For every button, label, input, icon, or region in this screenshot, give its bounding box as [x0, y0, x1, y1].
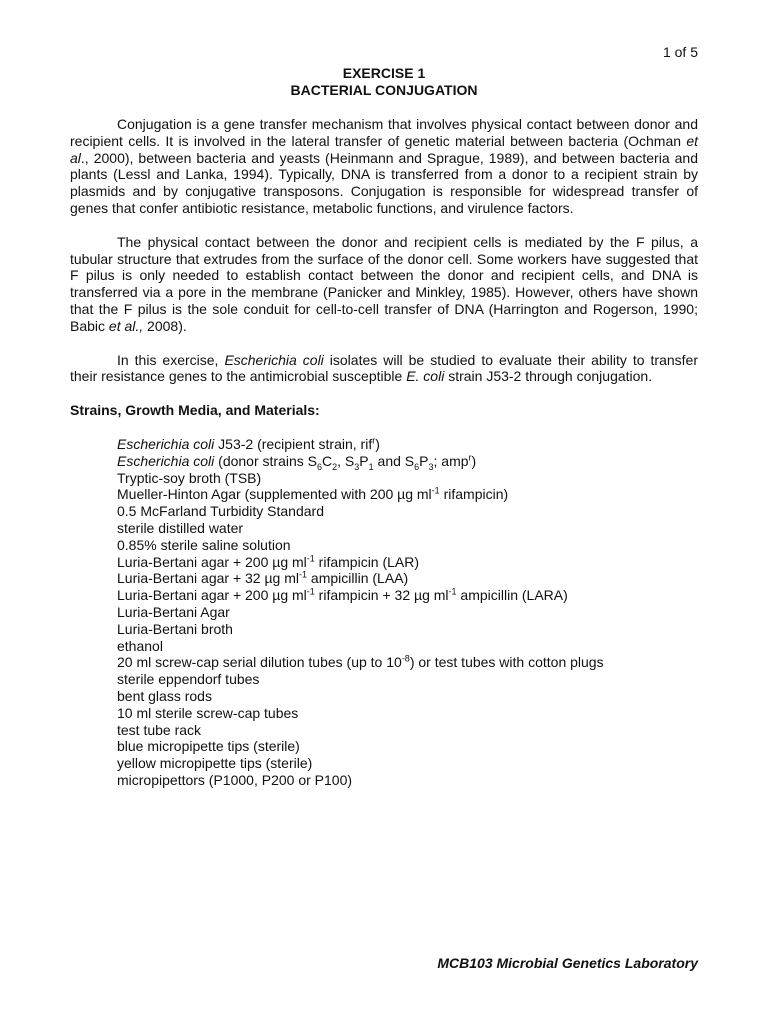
paragraph-f-pilus: [70, 234, 698, 335]
superscript: -1: [306, 586, 315, 597]
text-run: ., 2000), between bacteria and yeasts (Heinmann and Sprague, 1989), and between bacteria and plants (Lessl and Lanka, 1994). Typically, DNA is transferred from a donor to a recipient strain by plasmids and by conjugative transposons. Conjugation is responsible for widespread transfer of genes that confer antibiotic resistance, metabolic functions, and virulence factors.: [70, 149, 698, 216]
text-run: Luria-Bertani agar + 200 µg ml: [117, 553, 307, 570]
text-run: C: [322, 452, 333, 469]
materials-heading: Strains, Growth Media, and Materials:: [70, 402, 320, 419]
list-item: bent glass rods: [117, 687, 212, 704]
list-item: [117, 453, 698, 470]
text-run: ; amp: [433, 452, 469, 469]
list-item: yellow micropipette tips (sterile): [117, 755, 313, 772]
text-run: Conjugation is a gene transfer mechanism that involves physical contact between donor and recipient cells. It is involved in the lateral transfer of genetic material between bacteria (Ochman: [70, 116, 698, 149]
list-item: Luria-Bertani Agar: [117, 603, 230, 620]
text-run: P: [359, 452, 369, 469]
text-run: In this exercise,: [117, 351, 225, 368]
subscript: 3: [354, 461, 360, 472]
list-item: [117, 436, 698, 453]
list-item: [117, 570, 698, 587]
text-run: ): [375, 435, 380, 452]
text-run: and S: [373, 452, 415, 469]
list-item: [117, 486, 698, 503]
paragraph-exercise: [70, 352, 698, 386]
list-item: 0.85% sterile saline solution: [117, 536, 291, 553]
list-item: test tube rack: [117, 721, 202, 738]
superscript: -1: [299, 569, 308, 580]
subscript: 6: [414, 461, 420, 472]
text-run: 20 ml screw-cap serial dilution tubes (up to 10: [117, 654, 402, 671]
subscript: 2: [332, 461, 338, 472]
superscript: r: [468, 452, 472, 463]
text-run: rifampicin (LAR): [314, 553, 420, 570]
list-item: blue micropipette tips (sterile): [117, 738, 300, 755]
list-item: [117, 587, 698, 604]
text-run: The physical contact between the donor and recipient cells is mediated by the F pilus, a tubular structure that extrudes from the surface of the donor cell. Some workers have suggested that F pilus is only needed to establish contact between the donor and recipient cells, and DNA is transferred via a pore in the membrane (Panicker and Minkley, 1985). However, others have shown that the F pilus is the sole conduit for cell-to-cell transfer of DNA (Harrington and Rogerson, 1990; Babic: [70, 233, 698, 334]
text-run: Luria-Bertani agar + 200 µg ml: [117, 587, 307, 604]
page-number: 1 of 5: [662, 44, 698, 60]
text-run: isolates will be studied to evaluate their ability to transfer their resistance genes to the antimicrobial susceptible: [70, 351, 699, 385]
text-run: Mueller-Hinton Agar (supplemented with 200 µg ml: [117, 486, 432, 503]
text-run: rifampicin): [439, 486, 509, 503]
list-item: Luria-Bertani broth: [117, 620, 233, 637]
list-item: sterile eppendorf tubes: [117, 671, 260, 688]
list-item: ethanol: [117, 637, 163, 654]
text-run: ampicillin (LAA): [307, 570, 409, 587]
superscript: -8: [401, 653, 410, 664]
text-run: J53-2 (recipient strain, rif: [214, 435, 373, 452]
text-run: ): [471, 452, 477, 469]
list-item: [117, 554, 698, 571]
text-run: P: [419, 452, 429, 469]
title-line-2: BACTERIAL CONJUGATION: [290, 82, 478, 98]
italic-run: et al: [70, 132, 698, 166]
text-run: ampicillin (LARA): [456, 587, 568, 604]
text-run: rifampicin + 32 µg ml: [314, 587, 449, 604]
species-name: E. coli: [406, 368, 445, 385]
list-item: 10 ml sterile screw-cap tubes: [117, 704, 299, 721]
italic-run: et al.,: [108, 317, 144, 334]
list-item: Tryptic-soy broth (TSB): [117, 469, 262, 486]
species-name: Escherichia coli: [224, 351, 324, 368]
list-item: micropipettors (P1000, P200 or P100): [117, 771, 353, 788]
text-run: 2008).: [143, 317, 187, 334]
subscript: 3: [428, 461, 434, 472]
text-run: (donor strains S: [214, 452, 317, 469]
subscript: 6: [316, 461, 322, 472]
superscript: -1: [448, 586, 457, 597]
paragraph-intro: [70, 116, 698, 217]
text-run: Luria-Bertani agar + 32 µg ml: [117, 570, 299, 587]
text-run: strain J53-2 through conjugation.: [444, 368, 653, 385]
list-item: sterile distilled water: [117, 519, 244, 536]
list-item: 0.5 McFarland Turbidity Standard: [117, 503, 324, 520]
subscript: 1: [368, 461, 374, 472]
superscript: r: [372, 435, 376, 446]
species-name: Escherichia coli: [117, 435, 215, 452]
exercise-title: [0, 65, 768, 99]
list-item: [117, 654, 698, 671]
footer-course-title: MCB103 Microbial Genetics Laboratory: [437, 955, 698, 971]
species-name: Escherichia coli: [117, 452, 215, 469]
superscript: -1: [431, 485, 440, 496]
materials-list: [70, 436, 698, 789]
title-line-1: EXERCISE 1: [342, 65, 426, 81]
text-run: ) or test tubes with cotton plugs: [409, 654, 604, 671]
superscript: -1: [306, 552, 315, 563]
document-body: [70, 116, 698, 789]
text-run: , S: [337, 452, 355, 469]
